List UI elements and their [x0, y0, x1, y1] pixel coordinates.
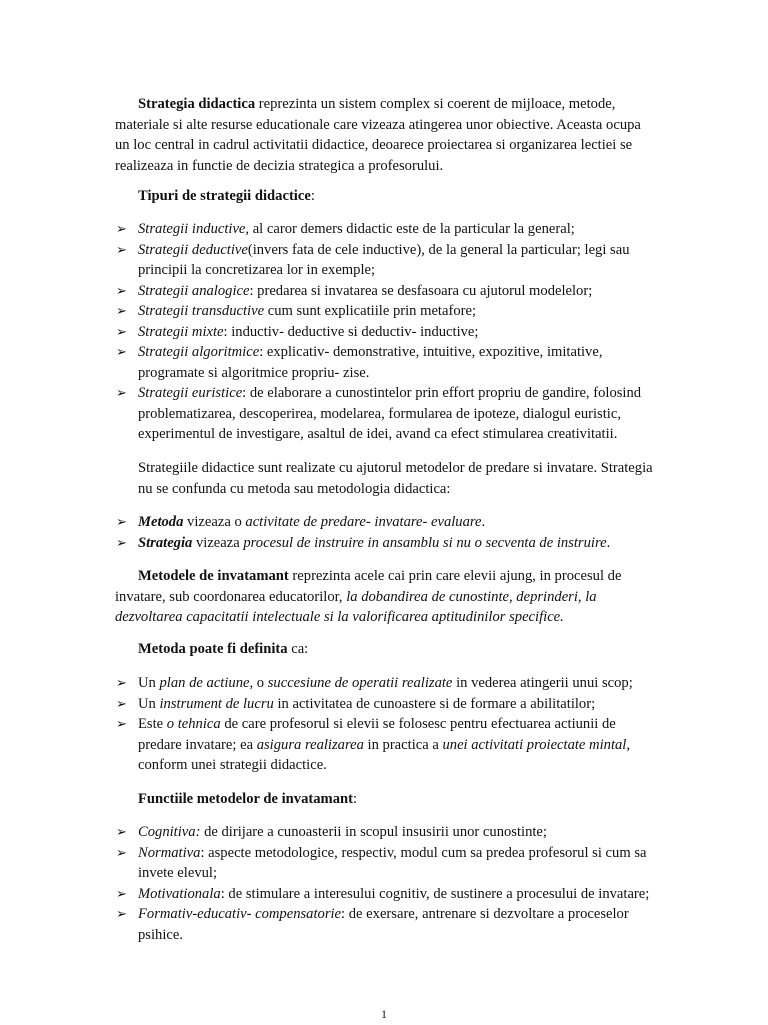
- list-item: [115, 322, 657, 343]
- item-term: Strategii deductive: [138, 241, 248, 258]
- item-text: , conform unei strategii didactice.: [138, 736, 631, 773]
- list-item: [115, 694, 657, 715]
- tipuri-heading-text: Tipuri de strategii didactice: [138, 188, 311, 204]
- item-term: Strategii transductive: [138, 303, 265, 319]
- item-term: Formativ-educativ- compensatorie: [138, 906, 342, 922]
- arrow-bullet-icon: ➢: [116, 241, 127, 257]
- metodele-text: reprezinta acele cai prin care elevii ajung, in procesul de invatare, sub coordonarea educatorilor,: [115, 568, 622, 605]
- arrow-bullet-icon: ➢: [116, 695, 127, 711]
- intro-text: reprezinta un sistem complex si coerent de mijloace, metode, materiale si alte resurse educationale care vizeaza atingerea unor obiective. Aceasta ocupa un loc central in cadrul activitatii didactice, deoarece proiectarea si organizarea lectiei se realizeaza in functie de decizia strategica a profesorului.: [115, 96, 641, 174]
- tipuri-list: [115, 219, 657, 445]
- list-item: [115, 904, 657, 945]
- item-text: cum sunt explicatiile prin metafore;: [264, 303, 477, 319]
- list-item: [115, 843, 657, 884]
- item-text: (invers fata de cele inductive), de la general la particular; legi sau principii la concretizarea lor in exemple;: [138, 241, 630, 278]
- item-text: : predarea si invatarea se desfasoara cu ajutorul modelelor;: [249, 282, 593, 299]
- item-term: Strategii analogice: [138, 282, 250, 299]
- list-item: [115, 512, 657, 533]
- item-text: Un: [138, 675, 160, 691]
- intro-term: Strategia didactica: [138, 96, 256, 112]
- item-italic: unei activitati proiectate mintal: [442, 736, 627, 753]
- item-term: Metoda: [138, 514, 184, 530]
- arrow-bullet-icon: ➢: [116, 282, 127, 298]
- arrow-bullet-icon: ➢: [116, 303, 127, 318]
- list-item: [115, 822, 657, 843]
- definita-heading-text: Metoda poate fi definita: [138, 641, 288, 657]
- intro-paragraph: [115, 94, 657, 176]
- metodele-paragraph: [115, 566, 657, 628]
- arrow-bullet-icon: ➢: [116, 824, 127, 839]
- page-number: 1: [381, 1007, 387, 1021]
- item-text: : inductiv- deductive si deductiv- inductive;: [223, 323, 479, 340]
- list-item: [115, 342, 657, 383]
- item-italic: o tehnica: [166, 716, 221, 732]
- item-term: Strategii euristice: [138, 385, 243, 401]
- item-text: de dirijare a cunoasterii in scopul insusirii unor cunostinte;: [200, 824, 547, 840]
- item-text: vizeaza: [192, 534, 244, 551]
- item-italic: plan de actiune: [159, 675, 250, 691]
- item-object: procesul de instruire in ansamblu si nu o secventa de instruire: [243, 534, 607, 551]
- item-text: in practica a: [363, 736, 443, 753]
- arrow-bullet-icon: ➢: [116, 514, 127, 529]
- item-italic: asigura realizarea: [256, 736, 364, 753]
- item-text: : explicativ- demonstrative, intuitive, expozitive, imitative, programate si algoritmice propriu- zise.: [138, 344, 603, 381]
- functiile-heading: [138, 789, 657, 810]
- definita-heading: [138, 639, 657, 660]
- item-text: in activitatea de cunoastere si de formare a abilitatilor;: [273, 695, 596, 712]
- list-item: [115, 673, 657, 694]
- arrow-bullet-icon: ➢: [116, 675, 127, 690]
- item-text: Este: [138, 716, 167, 732]
- item-end: .: [606, 534, 611, 551]
- arrow-bullet-icon: ➢: [116, 885, 127, 901]
- metodele-italic: la dobandirea de cunostinte, deprinderi, la dezvoltarea capacitatii intelectuale si la valorificarea aptitudinilor specifice.: [115, 588, 597, 625]
- arrow-bullet-icon: ➢: [116, 344, 127, 359]
- item-text: de care profesorul si elevii se folosesc pentru efectuarea actiunii de predare invatare; ea: [138, 716, 616, 753]
- arrow-bullet-icon: ➢: [116, 906, 127, 921]
- strategii-note: Strategiile didactice sunt realizate cu ajutorul metodelor de predare si invatare. Strategia nu se confunda cu metoda sau metodologia didactica:: [138, 460, 653, 497]
- item-text: Un: [138, 695, 160, 712]
- item-text: : aspecte metodologice, respectiv, modul cum sa predea profesorul si cum sa invete elevul;: [138, 844, 647, 881]
- item-object: activitate de predare- invatare- evaluare: [245, 514, 482, 530]
- item-text: , o: [249, 675, 268, 691]
- functiile-list: [115, 822, 657, 945]
- functiile-heading-text: Functiile metodelor de invatamant: [138, 791, 353, 807]
- arrow-bullet-icon: ➢: [116, 534, 127, 550]
- definita-list: [115, 673, 657, 776]
- arrow-bullet-icon: ➢: [116, 221, 127, 236]
- item-text: vizeaza o: [183, 514, 246, 530]
- item-term: Strategii algoritmice: [138, 344, 260, 360]
- item-term: Normativa: [138, 844, 201, 861]
- tipuri-heading-colon: :: [310, 188, 315, 204]
- item-end: .: [481, 514, 486, 530]
- arrow-bullet-icon: ➢: [116, 385, 127, 400]
- item-text: , al caror demers didactic este de la particular la general;: [245, 221, 575, 237]
- item-italic: succesiune de operatii realizate: [267, 675, 453, 691]
- list-item: [115, 383, 657, 445]
- item-italic: instrument de lucru: [159, 695, 274, 712]
- item-term: Strategii inductive: [138, 221, 246, 237]
- list-item: [115, 219, 657, 240]
- item-text: : de stimulare a interesului cognitiv, de sustinere a procesului de invatare;: [220, 885, 650, 902]
- metodele-term: Metodele de invatamant: [138, 568, 289, 584]
- definita-heading-tail: ca:: [287, 641, 309, 657]
- list-item: [115, 714, 657, 776]
- item-text: in vederea atingerii unui scop;: [452, 675, 633, 691]
- list-item: [115, 301, 657, 322]
- item-term: Strategia: [138, 534, 193, 551]
- list-item: [115, 884, 657, 905]
- item-term: Strategii mixte: [138, 323, 224, 340]
- item-text: : de exersare, antrenare si dezvoltare a proceselor psihice.: [138, 906, 629, 943]
- item-text: : de elaborare a cunostintelor prin effort propriu de gandire, folosind problematizarea, descoperirea, modelarea, formularea de ipoteze, dialogul euristic, experimentul de investigare, asaltul de idei, avand ca efect stimularea creativitatii.: [138, 385, 642, 442]
- metoda-strategia-list: [115, 512, 657, 553]
- item-term: Motivationala: [138, 885, 221, 902]
- list-item: [115, 281, 657, 302]
- functiile-heading-colon: :: [352, 791, 358, 807]
- item-term: Cognitiva:: [138, 824, 201, 840]
- arrow-bullet-icon: ➢: [116, 716, 127, 731]
- list-item: [115, 240, 657, 281]
- list-item: [115, 533, 657, 554]
- arrow-bullet-icon: ➢: [116, 844, 127, 860]
- tipuri-heading: [138, 186, 657, 207]
- arrow-bullet-icon: ➢: [116, 323, 127, 339]
